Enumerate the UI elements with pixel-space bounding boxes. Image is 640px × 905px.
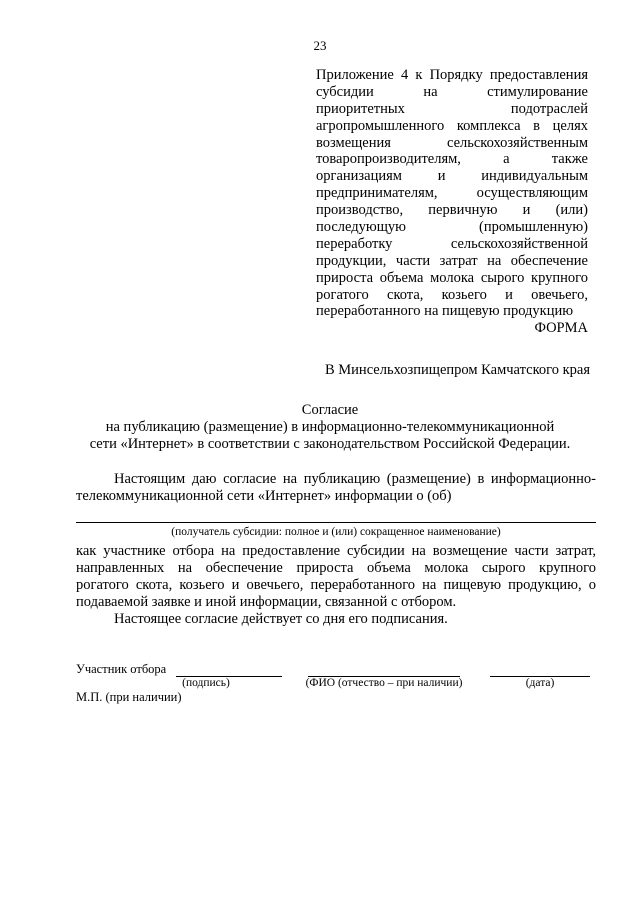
title-line: сети «Интернет» в соответствии с законодательством Российской Федерации.	[89, 436, 571, 452]
paragraph-line: Настоящим даю согласие на публикацию (размещение) в информационно-	[114, 471, 596, 487]
participant-paragraph	[76, 543, 596, 628]
appendix-line: рогатого скота, козьего и овечьего,	[316, 286, 588, 303]
appendix-line: производство, первичную и (или)	[316, 202, 588, 219]
fio-hint: (ФИО (отчество – при наличии)	[305, 677, 463, 689]
consent-title	[60, 402, 600, 453]
appendix-line: прироста объема молока сырого крупного	[316, 269, 588, 286]
appendix-line: возмещения сельскохозяйственным	[316, 134, 588, 151]
paragraph-line: рогатого скота, козьего и овечьего, переработанного на пищевую продукцию, о	[76, 577, 596, 593]
appendix-line: последующую (промышленную)	[316, 219, 588, 236]
paragraph-line: подаваемой заявке и иной информации, связанной с отбором.	[76, 594, 457, 610]
appendix-line: приоритетных подотраслей	[316, 100, 588, 117]
stamp-note: М.П. (при наличии)	[76, 690, 182, 704]
appendix-line: переработку сельскохозяйственной	[316, 235, 588, 252]
page-number: 23	[313, 38, 327, 53]
date-hint: (дата)	[525, 677, 555, 689]
paragraph-line: телекоммуникационной сети «Интернет» информации о (об)	[76, 488, 452, 504]
consent-paragraph	[76, 471, 596, 505]
paragraph-line: направленных на обеспечение прироста объема молока сырого крупного	[76, 560, 596, 576]
addressee: В Минсельхозпищепром Камчатского края	[324, 362, 590, 378]
appendix-line: переработанного на пищевую продукцию	[316, 303, 574, 320]
appendix-line: организациям и индивидуальным	[316, 168, 588, 185]
participant-label: Участник отбора	[76, 662, 167, 676]
appendix-line: продукции, части затрат на обеспечение	[316, 252, 588, 269]
form-label: ФОРМА	[534, 320, 588, 337]
appendix-line: субсидии на стимулирование	[316, 83, 588, 100]
recipient-field-line	[76, 522, 596, 523]
appendix-line: товаропроизводителям, а также	[316, 151, 588, 168]
appendix-note	[316, 67, 588, 337]
title-line: Согласие	[301, 402, 359, 418]
recipient-hint: (получатель субсидии: полное и (или) сокращенное наименование)	[171, 526, 501, 538]
paragraph-line: как участнике отбора на предоставление субсидии на возмещение части затрат,	[76, 543, 596, 559]
appendix-line: агропромышленного комплекса в целях	[316, 117, 588, 134]
signature-hint: (подпись)	[182, 677, 230, 689]
appendix-line: Приложение 4 к Порядку предоставления	[316, 67, 588, 83]
validity-statement: Настоящее согласие действует со дня его подписания.	[114, 611, 448, 627]
appendix-line: предпринимателям, осуществляющим	[316, 185, 588, 202]
title-line: на публикацию (размещение) в информационно-телекоммуникационной	[105, 419, 555, 435]
